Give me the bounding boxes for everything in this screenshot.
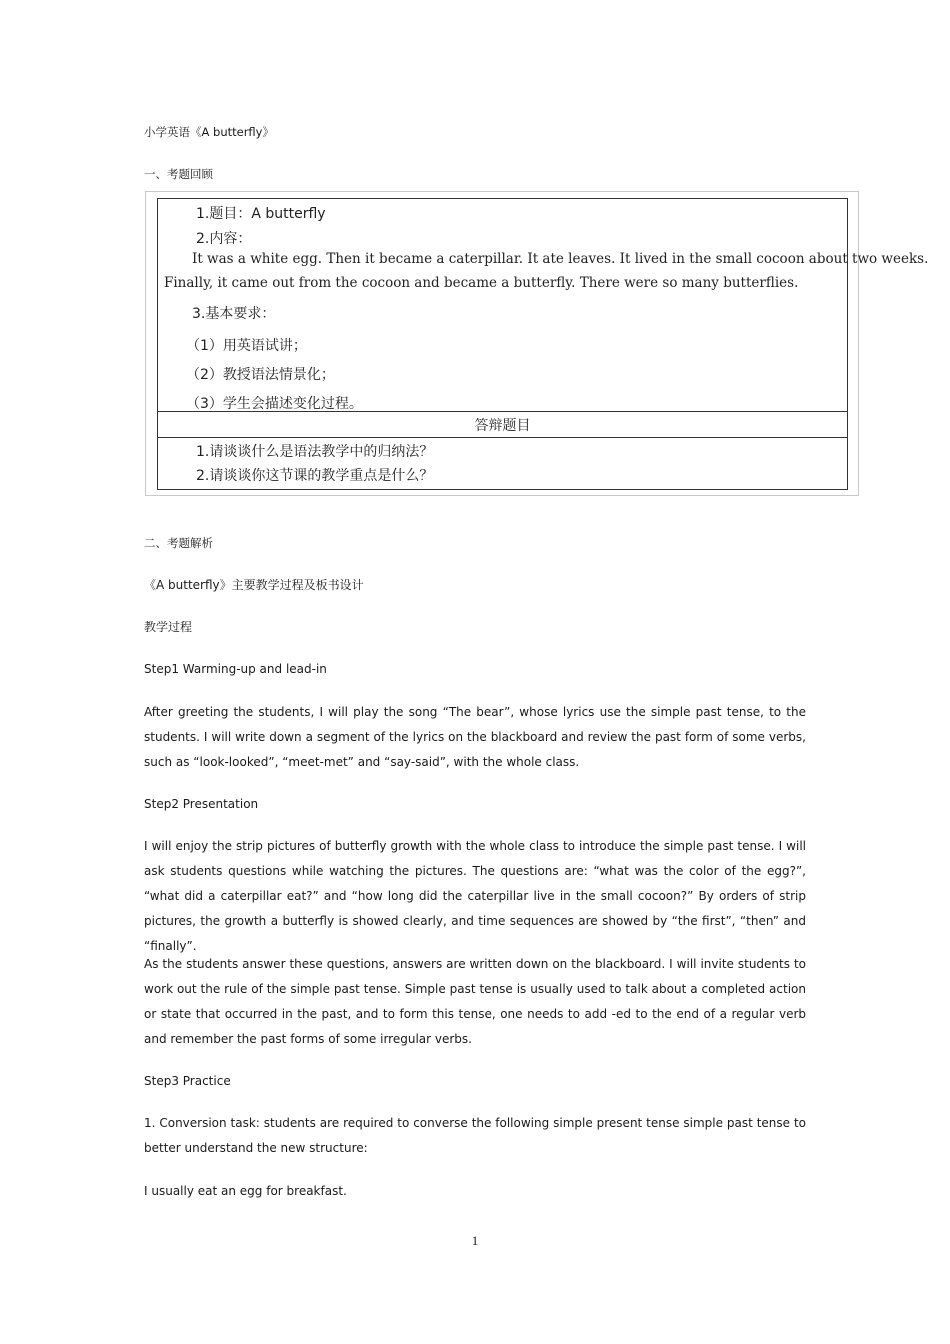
step2-heading: Step2 Presentation <box>144 797 259 811</box>
exam-topic: 1.题目：A butterfly <box>196 206 326 222</box>
process-heading: 教学过程 <box>144 620 193 634</box>
defense-header: 答辩题目 <box>474 418 531 434</box>
page-number: 1 <box>471 1233 479 1248</box>
document-title: 小学英语《A butterfly》 <box>144 125 274 139</box>
exam-content-line1: It was a white egg. Then it became a caterpillar. It ate leaves. It lived in the small cocoon about two weeks. <box>192 251 929 267</box>
step1-paragraph: After greeting the students, I will play the song “The bear”, whose lyrics use the simple past tense, to the students. I will write down a segment of the lyrics on the blackboard and review the past form of some verbs, such as “look-looked”, “meet-met” and “say-said”, with the whole class. <box>144 705 806 769</box>
defense-question-2: 2.请谈谈你这节课的教学重点是什么？ <box>196 468 434 484</box>
table-divider <box>158 437 847 438</box>
exam-question-image <box>145 191 929 496</box>
exam-table <box>157 198 929 490</box>
exam-requirements-label: 3.基本要求： <box>192 306 276 322</box>
exam-content-line2: Finally, it came out from the cocoon and became a butterfly. There were so many butterflies. <box>164 275 799 291</box>
section-heading-review: 一、考题回顾 <box>144 167 213 181</box>
step2-paragraph-2: As the students answer these questions, answers are written down on the blackboard. I will invite students to work out the rule of the simple past tense. Simple past tense is usually used to talk about a completed action or state that occurred in the past, and to form this tense, one needs to add -ed to the end of a regular verb and remember the past forms of some irregular verbs. <box>144 957 806 1046</box>
step3-paragraph: 1. Conversion task: students are required to converse the following simple present tense simple past tense to better understand the new structure: <box>144 1116 806 1155</box>
step1-heading: Step1 Warming-up and lead-in <box>144 662 327 676</box>
example-sentence: I usually eat an egg for breakfast. <box>144 1184 347 1198</box>
step2-paragraph-1: I will enjoy the strip pictures of butterfly growth with the whole class to introduce the simple past tense. I will ask students questions while watching the pictures. The questions are: “what was the color of the egg?”, “what did a caterpillar eat?” and “how long did the caterpillar live in the small cocoon?” By orders of strip pictures, the growth a butterfly is showed clearly, and time sequences are showed by “the first”, “then” and “finally”. <box>144 839 806 953</box>
design-title: 《A butterfly》主要教学过程及板书设计 <box>144 578 364 592</box>
step3-heading: Step3 Practice <box>144 1074 231 1088</box>
exam-requirement-3: （3）学生会描述变化过程。 <box>186 396 363 412</box>
table-divider <box>158 411 847 412</box>
defense-question-1: 1.请谈谈什么是语法教学中的归纳法？ <box>196 444 434 460</box>
exam-requirement-2: （2）教授语法情景化； <box>186 367 335 383</box>
exam-content-label: 2.内容： <box>196 231 252 247</box>
section-heading-analysis: 二、考题解析 <box>144 536 213 550</box>
exam-requirement-1: （1）用英语试讲； <box>186 338 307 354</box>
